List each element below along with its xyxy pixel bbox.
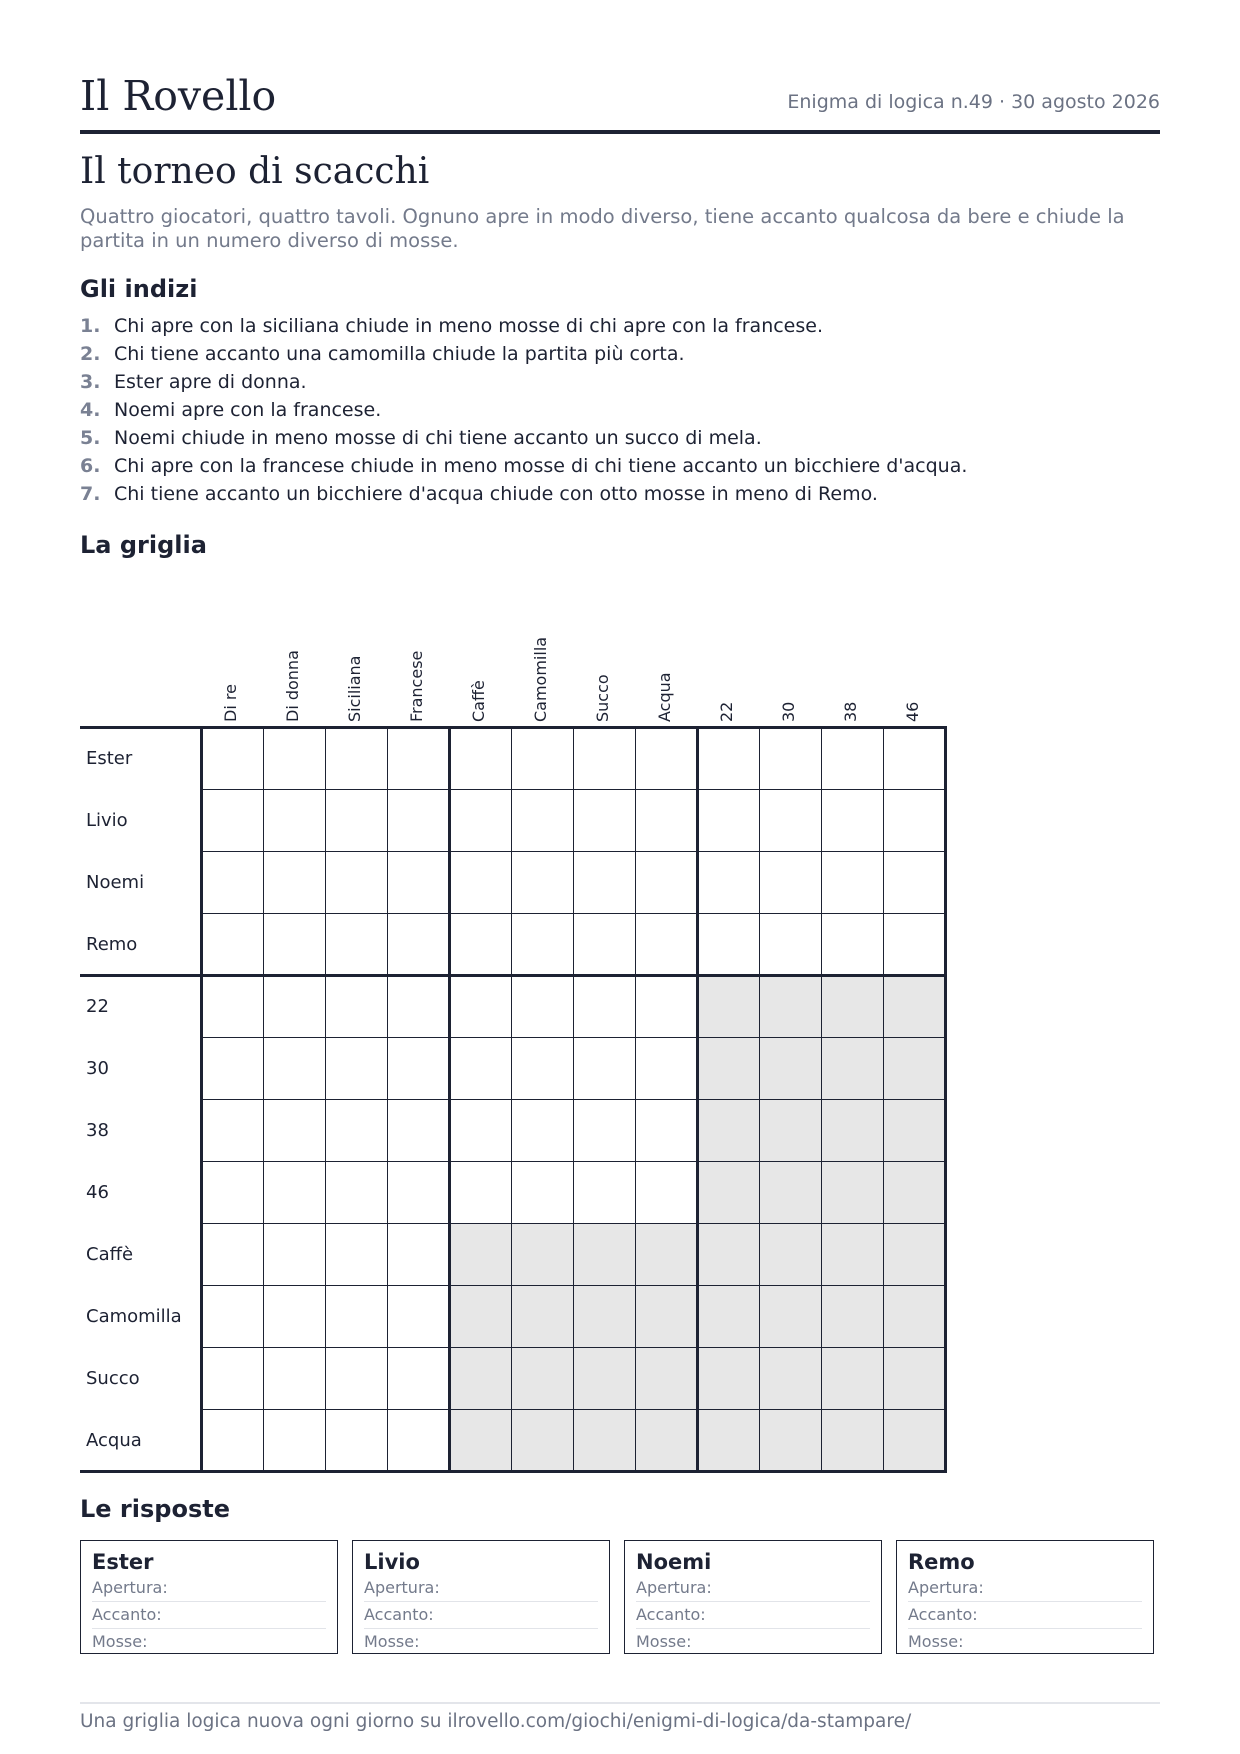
mosse-field[interactable]: Mosse:	[92, 1632, 148, 1651]
mosse-field[interactable]: Mosse:	[908, 1632, 964, 1651]
grid-cell[interactable]	[388, 914, 450, 976]
grid-column-label: 38	[841, 701, 860, 722]
grid-cell-disabled	[698, 1038, 760, 1100]
grid-cell-disabled	[760, 1410, 822, 1472]
grid-cell-disabled	[884, 976, 946, 1038]
grid-cell[interactable]	[574, 852, 636, 914]
grid-cell[interactable]	[388, 1038, 450, 1100]
grid-column-label: Di donna	[283, 650, 302, 722]
grid-column-header	[326, 560, 388, 730]
grid-cell[interactable]	[202, 1224, 264, 1286]
grid-cell[interactable]	[636, 1100, 698, 1162]
grid-cell[interactable]	[822, 790, 884, 852]
grid-cell-disabled	[822, 1162, 884, 1224]
grid-cell-disabled	[512, 1348, 574, 1410]
grid-cell[interactable]	[326, 1286, 388, 1348]
grid-cell-disabled	[574, 1410, 636, 1472]
grid-cell-disabled	[636, 1224, 698, 1286]
grid-row-label: Livio	[86, 810, 128, 831]
grid-cell-disabled	[760, 1038, 822, 1100]
grid-column-header	[450, 560, 512, 730]
grid-cell[interactable]	[264, 1348, 326, 1410]
grid-cell-disabled	[760, 1162, 822, 1224]
grid-cell[interactable]	[326, 1224, 388, 1286]
grid-cell-disabled	[698, 1100, 760, 1162]
grid-cell[interactable]	[202, 1100, 264, 1162]
grid-section-divider	[696, 727, 699, 1472]
grid-bottom-border	[80, 1470, 947, 1473]
grid-column-header	[884, 560, 946, 730]
clue-item	[80, 340, 1160, 368]
grid-cell[interactable]	[326, 728, 388, 790]
grid-cell[interactable]	[264, 1100, 326, 1162]
grid-cell[interactable]	[636, 728, 698, 790]
grid-row-label: 22	[86, 996, 109, 1017]
clue-text: Chi tiene accanto un bicchiere d'acqua chiude con otto mosse in meno di Remo.	[114, 483, 878, 505]
apertura-field[interactable]: Apertura:	[92, 1575, 326, 1602]
grid-cell-disabled	[760, 1224, 822, 1286]
grid-cell[interactable]	[512, 1100, 574, 1162]
footer-divider	[80, 1702, 1160, 1704]
clue-number: 1.	[80, 315, 101, 337]
grid-cell[interactable]	[574, 1100, 636, 1162]
answer-cards	[80, 1540, 1160, 1656]
grid-row-label: Succo	[86, 1368, 140, 1389]
grid-cell-disabled	[636, 1348, 698, 1410]
grid-cell[interactable]	[388, 976, 450, 1038]
grid-column-label: Siciliana	[345, 655, 364, 722]
grid-cell[interactable]	[202, 1348, 264, 1410]
grid-cell[interactable]	[574, 728, 636, 790]
grid-cell[interactable]	[326, 790, 388, 852]
grid-column-label: 30	[779, 701, 798, 722]
grid-cell[interactable]	[884, 852, 946, 914]
grid-row-label: Acqua	[86, 1430, 142, 1451]
grid-cell-disabled	[760, 1286, 822, 1348]
grid-cell[interactable]	[326, 1348, 388, 1410]
answer-name: Ester	[92, 1550, 154, 1574]
grid-cell-disabled	[450, 1224, 512, 1286]
apertura-field[interactable]: Apertura:	[908, 1575, 1142, 1602]
grid-cell-disabled	[512, 1410, 574, 1472]
grid-cell[interactable]	[326, 976, 388, 1038]
grid-cell[interactable]	[202, 728, 264, 790]
grid-cell-disabled	[884, 1348, 946, 1410]
accanto-field[interactable]: Accanto:	[92, 1602, 326, 1629]
grid-cell[interactable]	[574, 790, 636, 852]
grid-column-header	[760, 560, 822, 730]
grid-cell-disabled	[450, 1286, 512, 1348]
grid-row-label: Remo	[86, 934, 138, 955]
clue-item	[80, 424, 1160, 452]
clue-text: Ester apre di donna.	[114, 371, 307, 393]
grid-cell[interactable]	[450, 1038, 512, 1100]
clue-list	[80, 312, 1160, 508]
grid-cell[interactable]	[698, 852, 760, 914]
grid-column-header	[264, 560, 326, 730]
clue-number: 7.	[80, 483, 101, 505]
grid-cell[interactable]	[698, 790, 760, 852]
grid-row-label: 30	[86, 1058, 109, 1079]
grid-cell-disabled	[822, 1100, 884, 1162]
grid-cell[interactable]	[264, 976, 326, 1038]
grid-column-label: Di re	[221, 684, 240, 722]
grid-cell-disabled	[760, 976, 822, 1038]
answer-card-livio	[352, 1540, 610, 1654]
grid-cell-disabled	[884, 1410, 946, 1472]
grid-column-header	[698, 560, 760, 730]
grid-cell-disabled	[884, 1224, 946, 1286]
grid-column-header	[822, 560, 884, 730]
grid-cell[interactable]	[760, 914, 822, 976]
grid-cell[interactable]	[388, 1348, 450, 1410]
grid-cell-disabled	[698, 1224, 760, 1286]
grid-cell[interactable]	[264, 914, 326, 976]
grid-cell[interactable]	[822, 728, 884, 790]
answer-name: Remo	[908, 1550, 975, 1574]
grid-cell[interactable]	[636, 1038, 698, 1100]
mosse-field[interactable]: Mosse:	[636, 1632, 692, 1651]
grid-row-label: Caffè	[86, 1244, 134, 1265]
grid-cell[interactable]	[450, 728, 512, 790]
grid-cell[interactable]	[636, 914, 698, 976]
grid-cell[interactable]	[202, 852, 264, 914]
grid-cell[interactable]	[202, 1410, 264, 1472]
grid-cell-disabled	[698, 976, 760, 1038]
grid-cell[interactable]	[388, 1100, 450, 1162]
accanto-field[interactable]: Accanto:	[636, 1602, 870, 1629]
grid-column-label: Camomilla	[531, 636, 550, 722]
grid-row-label: Noemi	[86, 872, 145, 893]
masthead	[80, 72, 1160, 134]
grid-cell-disabled	[884, 1100, 946, 1162]
grid-cell-disabled	[698, 1348, 760, 1410]
grid-cell[interactable]	[264, 1224, 326, 1286]
grid-cell[interactable]	[264, 1038, 326, 1100]
grid-cell[interactable]	[512, 1162, 574, 1224]
grid-cell-disabled	[450, 1410, 512, 1472]
grid-cell[interactable]	[636, 790, 698, 852]
clue-item	[80, 396, 1160, 424]
grid-cell-disabled	[698, 1286, 760, 1348]
answers-heading: Le risposte	[80, 1495, 230, 1523]
grid-cell-disabled	[884, 1038, 946, 1100]
grid-cell-disabled	[698, 1410, 760, 1472]
grid-column-label: Succo	[593, 674, 612, 722]
grid-cell-disabled	[574, 1286, 636, 1348]
grid-cell[interactable]	[698, 914, 760, 976]
footer-text: Una griglia logica nuova ogni giorno su ilrovello.com/giochi/enigmi-di-logica/da-stampare/	[80, 1711, 912, 1732]
grid-cell[interactable]	[822, 914, 884, 976]
logic-grid	[80, 560, 950, 1480]
grid-cell[interactable]	[574, 914, 636, 976]
grid-cell[interactable]	[512, 976, 574, 1038]
grid-cell[interactable]	[512, 728, 574, 790]
grid-cell-disabled	[574, 1224, 636, 1286]
grid-cell[interactable]	[450, 1100, 512, 1162]
grid-cell-disabled	[822, 1038, 884, 1100]
grid-cell[interactable]	[512, 852, 574, 914]
clue-text: Chi apre con la francese chiude in meno mosse di chi tiene accanto un bicchiere d'acqua.	[114, 455, 968, 477]
clue-item	[80, 452, 1160, 480]
accanto-field[interactable]: Accanto:	[364, 1602, 598, 1629]
grid-section-divider	[448, 727, 451, 1472]
grid-cell[interactable]	[202, 976, 264, 1038]
grid-column-label: 22	[717, 701, 736, 722]
grid-cell[interactable]	[326, 1162, 388, 1224]
grid-row-label: 38	[86, 1120, 109, 1141]
grid-cell[interactable]	[450, 852, 512, 914]
grid-cell[interactable]	[884, 914, 946, 976]
grid-cell-disabled	[822, 976, 884, 1038]
grid-cell[interactable]	[326, 1100, 388, 1162]
grid-cell[interactable]	[202, 790, 264, 852]
apertura-field[interactable]: Apertura:	[364, 1575, 598, 1602]
grid-cell-disabled	[822, 1348, 884, 1410]
grid-cell[interactable]	[698, 728, 760, 790]
clue-number: 5.	[80, 427, 101, 449]
clue-number: 4.	[80, 399, 101, 421]
clue-item	[80, 368, 1160, 396]
grid-cell[interactable]	[264, 852, 326, 914]
puzzle-title: Il torneo di scacchi	[80, 151, 430, 192]
grid-column-label: Caffè	[469, 680, 488, 722]
grid-cell[interactable]	[202, 914, 264, 976]
grid-cell[interactable]	[388, 728, 450, 790]
grid-cell[interactable]	[512, 1038, 574, 1100]
grid-cell[interactable]	[264, 1410, 326, 1472]
grid-row-label: 46	[86, 1182, 109, 1203]
grid-row-label: Camomilla	[86, 1306, 182, 1327]
grid-cell[interactable]	[388, 1224, 450, 1286]
grid-cell[interactable]	[450, 1162, 512, 1224]
grid-cell[interactable]	[326, 1410, 388, 1472]
grid-left-border	[200, 727, 203, 1472]
grid-cell[interactable]	[450, 914, 512, 976]
brand-title: Il Rovello	[80, 72, 277, 120]
clue-item	[80, 480, 1160, 508]
grid-cell[interactable]	[202, 1038, 264, 1100]
answer-card-remo	[896, 1540, 1154, 1654]
grid-cell[interactable]	[760, 728, 822, 790]
issue-info: Enigma di logica n.49 · 30 agosto 2026	[787, 91, 1160, 113]
grid-cell-disabled	[822, 1224, 884, 1286]
grid-cell[interactable]	[388, 790, 450, 852]
answer-name: Livio	[364, 1550, 420, 1574]
grid-cell-disabled	[760, 1100, 822, 1162]
grid-cell[interactable]	[388, 1286, 450, 1348]
grid-column-header	[388, 560, 450, 730]
grid-cell-disabled	[698, 1162, 760, 1224]
grid-right-border	[944, 727, 947, 1472]
grid-cell[interactable]	[264, 1162, 326, 1224]
grid-cell-disabled	[636, 1286, 698, 1348]
grid-column-label: Francese	[407, 650, 426, 722]
grid-section-divider	[80, 974, 947, 977]
clue-number: 3.	[80, 371, 101, 393]
grid-column-header	[636, 560, 698, 730]
clue-item	[80, 312, 1160, 340]
clue-number: 2.	[80, 343, 101, 365]
grid-cell[interactable]	[326, 1038, 388, 1100]
clue-text: Chi apre con la siciliana chiude in meno mosse di chi apre con la francese.	[114, 315, 823, 337]
clue-text: Noemi chiude in meno mosse di chi tiene accanto un succo di mela.	[114, 427, 762, 449]
grid-cell-disabled	[822, 1286, 884, 1348]
clue-text: Noemi apre con la francese.	[114, 399, 382, 421]
grid-cell[interactable]	[202, 1162, 264, 1224]
grid-cell-disabled	[884, 1162, 946, 1224]
grid-cell[interactable]	[388, 1162, 450, 1224]
grid-cell[interactable]	[760, 852, 822, 914]
grid-cell[interactable]	[574, 1038, 636, 1100]
grid-cell-disabled	[884, 1286, 946, 1348]
grid-cell[interactable]	[574, 1162, 636, 1224]
grid-cell[interactable]	[388, 1410, 450, 1472]
grid-cell[interactable]	[884, 790, 946, 852]
grid-column-label: 46	[903, 701, 922, 722]
grid-cell[interactable]	[884, 728, 946, 790]
grid-cell[interactable]	[636, 1162, 698, 1224]
grid-cell[interactable]	[388, 852, 450, 914]
puzzle-intro: Quattro giocatori, quattro tavoli. Ognuno apre in modo diverso, tiene accanto qualcosa da bere e chiude la partita in un numero diverso di mosse.	[80, 205, 1125, 252]
grid-cell-disabled	[512, 1286, 574, 1348]
grid-cell-disabled	[512, 1224, 574, 1286]
grid-cell[interactable]	[574, 976, 636, 1038]
grid-cell[interactable]	[636, 976, 698, 1038]
grid-heading: La griglia	[80, 531, 207, 559]
grid-column-header	[512, 560, 574, 730]
grid-cell-disabled	[636, 1410, 698, 1472]
grid-cell[interactable]	[326, 914, 388, 976]
accanto-field[interactable]: Accanto:	[908, 1602, 1142, 1629]
grid-cell[interactable]	[822, 852, 884, 914]
grid-cell[interactable]	[264, 790, 326, 852]
apertura-field[interactable]: Apertura:	[636, 1575, 870, 1602]
grid-cell[interactable]	[202, 1286, 264, 1348]
clue-number: 6.	[80, 455, 101, 477]
grid-cell[interactable]	[450, 976, 512, 1038]
grid-cell[interactable]	[512, 790, 574, 852]
grid-cell[interactable]	[636, 852, 698, 914]
mosse-field[interactable]: Mosse:	[364, 1632, 420, 1651]
grid-column-label: Acqua	[655, 672, 674, 722]
grid-column-header	[574, 560, 636, 730]
grid-cell-disabled	[822, 1410, 884, 1472]
grid-cell-disabled	[760, 1348, 822, 1410]
grid-cell[interactable]	[512, 914, 574, 976]
grid-column-header	[202, 560, 264, 730]
grid-row-label: Ester	[86, 748, 133, 769]
answer-name: Noemi	[636, 1550, 712, 1574]
grid-cell[interactable]	[264, 728, 326, 790]
answer-card-ester	[80, 1540, 338, 1654]
grid-top-border	[80, 726, 947, 729]
grid-cell-disabled	[574, 1348, 636, 1410]
grid-cell[interactable]	[450, 790, 512, 852]
grid-cell-disabled	[450, 1348, 512, 1410]
grid-cell[interactable]	[760, 790, 822, 852]
answer-card-noemi	[624, 1540, 882, 1654]
grid-cell[interactable]	[264, 1286, 326, 1348]
clue-text: Chi tiene accanto una camomilla chiude la partita più corta.	[114, 343, 685, 365]
clues-heading: Gli indizi	[80, 275, 198, 303]
grid-cell[interactable]	[326, 852, 388, 914]
